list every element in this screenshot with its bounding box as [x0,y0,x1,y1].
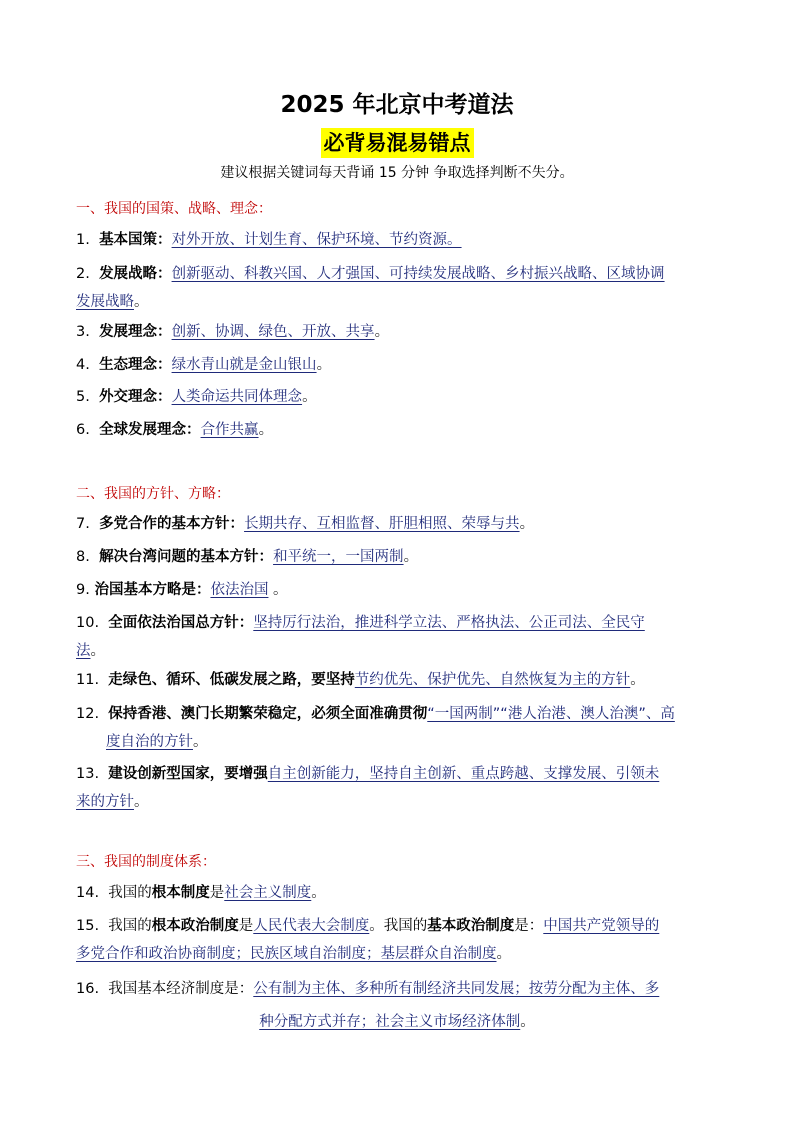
item-answer-line2: 度自治的方针 [106,734,193,750]
item-end: 。 [520,1014,535,1030]
item-label: 全面依法治国总方针： [108,615,254,631]
item-bold-term: 根本政治制度 [151,918,239,934]
item-answer-line2: 法 [76,643,91,659]
item-answer-line1: 坚持厉行法治，推进科学立法、严格执法、公正司法、全民守 [253,615,645,631]
item-end: 。 [496,946,511,962]
item-number: 9. [76,582,90,598]
item-answer: 人民代表大会制度 [253,918,370,934]
item-pre: 我国的 [108,918,152,934]
section-heading-1: 一、我国的国策、战略、理念： [76,201,272,217]
item-end: 。 [258,422,274,438]
list-item-2 [76,260,726,316]
list-item-4 [76,351,726,379]
item-number: 5. [76,389,90,405]
item-label: 治国基本方略是： [94,582,211,598]
item-end: 。 [134,294,149,310]
study-tip: 建议根据关键词每天背诵 15 分钟 争取选择判断不失分。 [220,165,574,181]
item-number: 6. [76,422,90,438]
list-item-5 [76,383,726,411]
list-item-3 [76,318,726,346]
item-end: 。 [268,582,288,598]
item-answer-line1: “一国两制”“港人治港、澳人治澳”、高 [427,706,675,722]
item-answer-line1: 自主创新能力，坚持自主创新、重点跨越、支撑发展、引领未 [267,766,660,782]
item-answer-line2: 种分配方式并存；社会主义市场经济体制 [259,1014,521,1030]
item-number: 10. [76,615,100,631]
list-item-7 [76,510,726,538]
item-end: 。 [519,516,535,532]
list-item-6 [76,416,726,444]
section-heading-3: 三、我国的制度体系： [76,854,216,870]
item-label: 走绿色、循环、低碳发展之路，要坚持 [108,672,355,688]
list-item-13 [76,760,726,816]
item-answer-line1: 中国共产党领导的 [543,918,660,934]
item-end: 。 [374,324,390,340]
item-label: 我国基本经济制度是： [108,981,254,997]
item-number: 8. [76,549,90,565]
item-end: 。 [134,794,149,810]
list-item-16-continuation [0,1008,794,1036]
item-answer-line1: 创新驱动、科教兴国、人才强国、可持续发展战略、乡村振兴战略、区域协调 [171,266,665,282]
item-number: 11. [76,672,100,688]
list-item-1 [76,226,726,254]
list-item-14 [76,879,726,907]
list-item-9 [76,576,726,604]
item-answer: 绿水青山就是金山银山 [171,357,317,373]
item-label: 基本国策： [99,232,172,248]
item-number: 1. [76,232,90,248]
list-item-15 [76,912,726,968]
item-pre: 我国的 [108,885,152,901]
item-answer: 长期共存、互相监督、肝胆相照、荣辱与共 [244,516,520,532]
item-label: 保持香港、澳门长期繁荣稳定，必须全面准确贯彻 [108,706,428,722]
list-item-16 [76,975,726,1003]
item-number: 7. [76,516,90,532]
highlighted-subtitle: 必背易混易错点 [321,128,474,158]
item-end: 。 [316,357,332,373]
item-label: 发展战略： [99,266,172,282]
item-label: 解决台湾问题的基本方针： [99,549,274,565]
item-answer-line2: 来的方针 [76,794,134,810]
item-answer: 对外开放、计划生育、保护环境、节约资源。 [171,232,462,248]
item-end: 。 [193,734,208,750]
item-answer: 创新、协调、绿色、开放、共享 [171,324,375,340]
list-item-10 [76,609,726,665]
item-bold-term: 根本制度 [151,885,210,901]
item-end: 。 [90,643,105,659]
list-item-12 [76,700,726,756]
item-mid-2: 。我国的 [369,918,428,934]
item-number: 14. [76,885,100,901]
item-end: 。 [403,549,419,565]
item-answer: 依法治国 [210,582,269,598]
item-end: 。 [302,389,317,405]
item-number: 15. [76,918,100,934]
item-end: 。 [630,672,645,688]
item-label: 全球发展理念： [99,422,201,438]
item-label: 多党合作的基本方针： [99,516,245,532]
item-answer-line1: 公有制为主体、多种所有制经济共同发展；按劳分配为主体、多 [253,981,660,997]
item-answer-line2: 多党合作和政治协商制度；民族区域自治制度；基层群众自治制度 [76,946,497,962]
list-item-8 [76,543,726,571]
item-label: 外交理念： [99,389,172,405]
item-answer: 和平统一，一国两制 [273,549,404,565]
item-number: 2. [76,266,90,282]
item-answer: 人类命运共同体理念 [171,389,303,405]
subtitle-wrapper [0,128,794,158]
item-bold-term-2: 基本政治制度 [427,918,515,934]
item-label: 生态理念： [99,357,172,373]
item-mid: 是 [209,885,225,901]
item-label: 发展理念： [99,324,172,340]
item-number: 3. [76,324,90,340]
list-item-11 [76,666,726,694]
item-answer: 节约优先、保护优先、自然恢复为主的方针 [354,672,631,688]
item-number: 12. [76,706,100,722]
item-number: 13. [76,766,100,782]
item-answer-line2: 发展战略 [76,294,134,310]
item-label: 建设创新型国家，要增强 [108,766,268,782]
item-number: 4. [76,357,90,373]
item-number: 16. [76,981,100,997]
item-answer: 合作共赢 [200,422,259,438]
item-answer: 社会主义制度 [224,885,312,901]
item-mid: 是 [238,918,254,934]
page-title: 2025 年北京中考道法 [280,92,514,118]
item-end: 。 [311,885,326,901]
item-mid-3: 是： [514,918,544,934]
section-heading-2: 二、我国的方针、方略： [76,486,230,502]
